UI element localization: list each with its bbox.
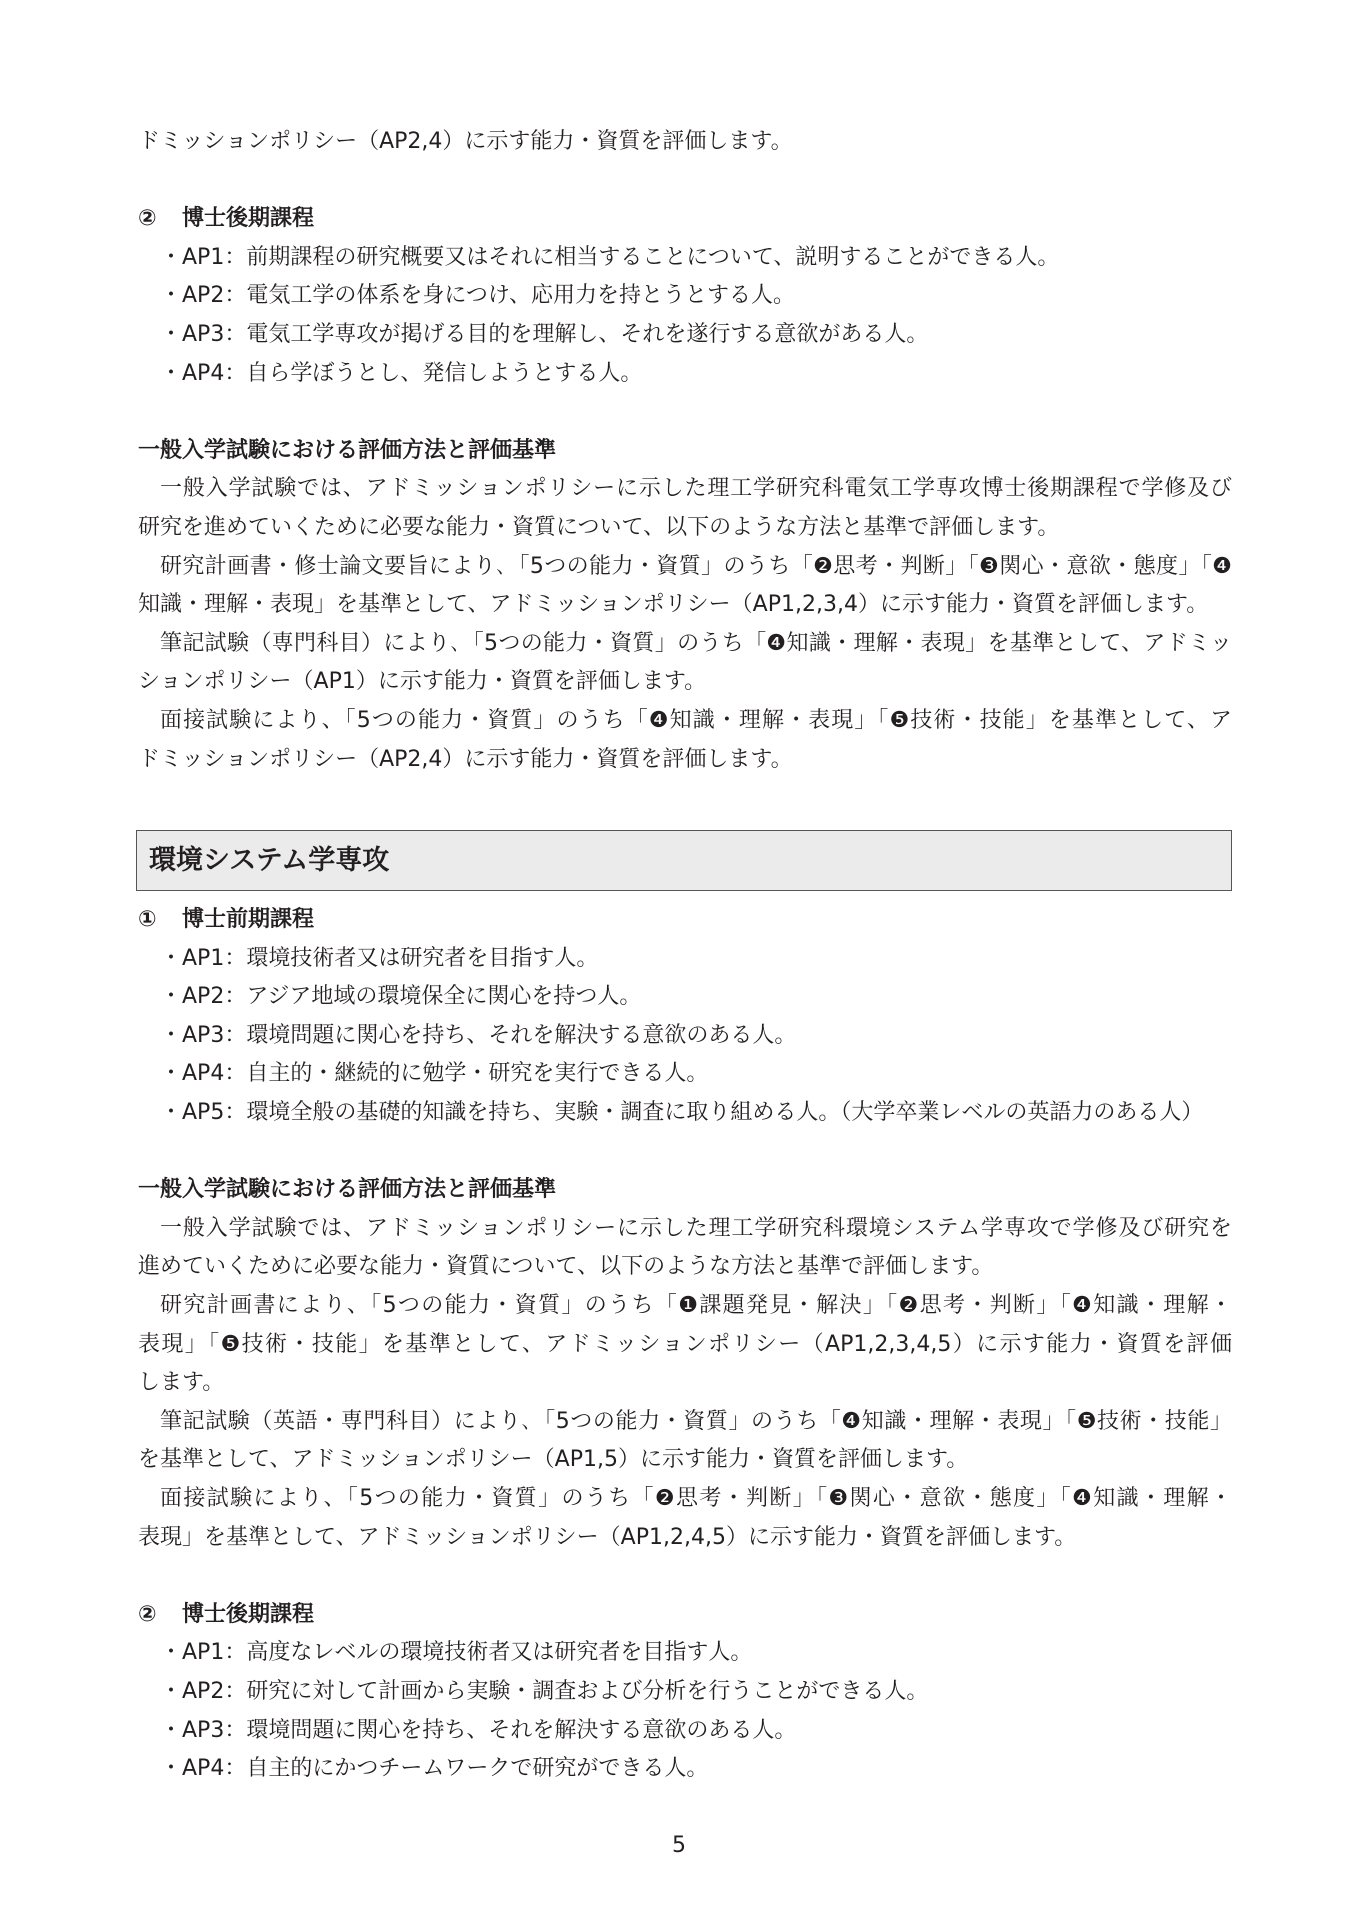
exam-text-line: 研究計画書により、「5つの能力・資質」のうち「❶課題発見・解決」「❷思考・判断」「❹知識・理解・ [160, 1293, 1232, 1319]
policy-item: ・AP4：自ら学ぼうとし、発信しようとする人。 [160, 360, 643, 386]
exam-text-line: 筆記試験（英語・専門科目）により､「5つの能力・資質」のうち「❹知識・理解・表現」「❺技術・技能」 [160, 1408, 1232, 1434]
policy-item: ・AP1：高度なレベルの環境技術者又は研究者を目指す人。 [160, 1640, 753, 1666]
policy-item: ・AP1：環境技術者又は研究者を目指す人。 [160, 945, 599, 971]
exam-text-line: を基準として、アドミッションポリシー（AP1,5）に示す能力・資質を評価します。 [138, 1447, 969, 1473]
spacer [138, 162, 1232, 201]
exam-text-line: 研究計画書・修士論文要旨により､「5つの能力・資質」のうち「❷思考・判断」「❸関心・意欲・態度」「❹ [160, 553, 1232, 579]
policy-item: ・AP3：環境問題に関心を持ち、それを解決する意欲のある人。 [160, 1717, 797, 1743]
exam-text-line: 表現」を基準として、アドミッションポリシー（AP1,2,4,5）に示す能力・資質を評価します。 [138, 1524, 1077, 1550]
exam-text-line: 表現」「❺技術・技能」を基準として、アドミッションポリシー（AP1,2,3,4,5）に示す能力・資質を評価 [138, 1331, 1232, 1357]
policy-item: ・AP5：環境全般の基礎的知識を持ち、実験・調査に取り組める人。（大学卒業レベルの英語力のある人） [160, 1100, 1204, 1126]
policy-item: ・AP1：前期課程の研究概要又はそれに相当することについて、説明することができる人。 [160, 244, 1060, 270]
policy-item: ・AP3：環境問題に関心を持ち、それを解決する意欲のある人。 [160, 1022, 797, 1048]
exam-heading-electrical: 一般入学試験における評価方法と評価基準 [138, 437, 557, 463]
spacer [138, 1557, 1232, 1596]
course-marker: ② [138, 1601, 157, 1627]
page-number: 5 [672, 1833, 686, 1858]
exam-text-line: 一般入学試験では、アドミッションポリシーに示した理工学研究科環境システム学専攻で学修及び研究を [160, 1215, 1232, 1241]
policy-item: ・AP3：電気工学専攻が掲げる目的を理解し、それを遂行する意欲がある人。 [160, 321, 929, 347]
course-title: 博士後期課程 [182, 1601, 315, 1627]
course-title: 博士前期課程 [182, 907, 315, 933]
exam-text-line: します。 [138, 1370, 225, 1396]
exam-text-line: 知識・理解・表現」を基準として、アドミッションポリシー（AP1,2,3,4）に示す能力・資質を評価します。 [138, 592, 1209, 618]
exam-text-line: ションポリシー（AP1）に示す能力・資質を評価します。 [138, 669, 707, 695]
carry-over-line: ドミッションポリシー（AP2,4）に示す能力・資質を評価します。 [138, 129, 793, 154]
department-title: 環境システム学専攻 [149, 845, 390, 877]
course-heading-electrical-doctoral [138, 200, 1232, 239]
course-heading-environmental-doctoral [138, 1596, 1232, 1635]
exam-text-line: 筆記試験（専門科目）により､「5つの能力・資質」のうち「❹知識・理解・表現」を基準として、アドミッ [160, 630, 1232, 656]
exam-heading-environmental: 一般入学試験における評価方法と評価基準 [138, 1177, 557, 1203]
exam-text-line: 一般入学試験では、アドミッションポリシーに示した理工学研究科電気工学専攻博士後期課程で学修及び [160, 476, 1232, 502]
policy-item: ・AP2：アジア地域の環境保全に関心を持つ人。 [160, 984, 642, 1010]
course-heading-environmental-master [138, 901, 1232, 940]
policy-item: ・AP4：自主的・継続的に勉学・研究を実行できる人。 [160, 1061, 709, 1087]
exam-text-line: 面接試験により、「5つの能力・資質」のうち「❷思考・判断」「❸関心・意欲・態度」「❹知識・理解・ [160, 1486, 1232, 1511]
course-marker: ① [138, 907, 157, 933]
spacer [138, 393, 1232, 432]
policy-item: ・AP2：研究に対して計画から実験・調査および分析を行うことができる人。 [160, 1678, 929, 1704]
course-title: 博士後期課程 [182, 206, 315, 232]
exam-text-line: 面接試験により、「5つの能力・資質」のうち「❹知識・理解・表現」「❺技術・技能」を基準として、ア [160, 707, 1232, 733]
policy-item: ・AP4：自主的にかつチームワークで研究ができる人。 [160, 1756, 709, 1782]
spacer [138, 1133, 1232, 1172]
policy-item: ・AP2：電気工学の体系を身につけ、応用力を持とうとする人。 [160, 283, 795, 309]
exam-text-line: 進めていくために必要な能力・資質について、以下のような方法と基準で評価します。 [138, 1254, 994, 1280]
exam-text-line: 研究を進めていくために必要な能力・資質について、以下のような方法と基準で評価します。 [138, 514, 1060, 540]
course-marker: ② [138, 206, 157, 232]
department-title-box [136, 830, 1232, 891]
document-page [138, 123, 1232, 1789]
exam-text-line: ドミッションポリシー（AP2,4）に示す能力・資質を評価します。 [138, 746, 793, 772]
